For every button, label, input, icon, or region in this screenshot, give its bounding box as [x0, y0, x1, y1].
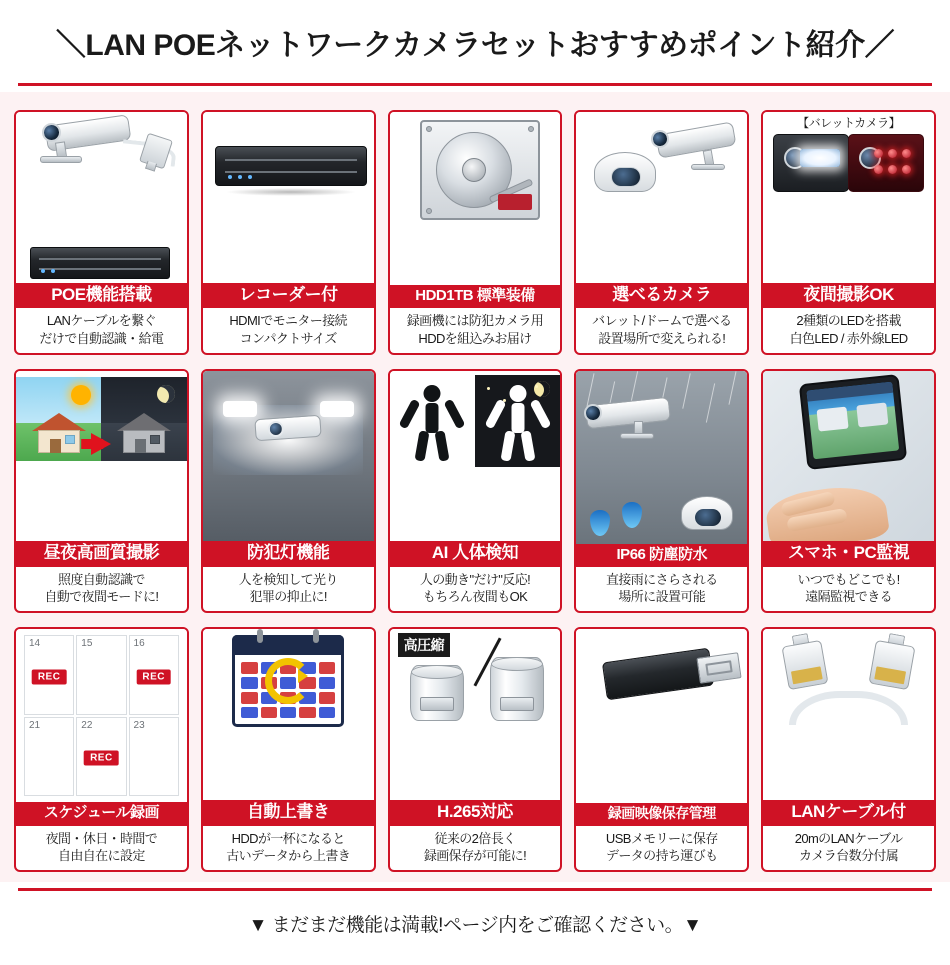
calendar-cell	[24, 717, 74, 796]
card-band-label: 昼夜高画質撮影	[16, 541, 187, 567]
card-description	[576, 308, 747, 352]
security-camera-icon	[255, 414, 322, 441]
page-footer	[0, 882, 950, 965]
white-led-camera-icon	[773, 134, 849, 192]
desc-line-1: バレット/ドームで選べる	[592, 313, 732, 329]
card-band-label: 防犯灯機能	[203, 541, 374, 567]
card-band-label: POE機能搭載	[16, 283, 187, 309]
footer-note: ▼ まだまだ機能は満載!ページ内をご確認ください。▼	[248, 915, 702, 936]
night-card-subtitle: 【バレットカメラ】	[797, 116, 901, 130]
card-band-label: IP66 防塵防水	[576, 544, 747, 568]
desc-line-1: 20mのLANケーブル	[794, 830, 903, 846]
art-smartphone	[763, 371, 934, 542]
schedule-calendar	[24, 635, 179, 796]
feature-card-ip66[interactable]	[574, 369, 749, 614]
feature-card-schedule[interactable]	[14, 627, 189, 872]
desc-line-2: カメラ台数分付属	[798, 847, 899, 863]
calendar-cell	[24, 635, 74, 714]
footer-divider	[18, 888, 932, 891]
usb-plug-icon	[420, 697, 454, 711]
calendar-day-number: 15	[81, 638, 93, 650]
feature-card-h265[interactable]	[388, 627, 563, 872]
compression-label: 高圧縮	[398, 633, 451, 657]
calendar-cell	[76, 717, 126, 796]
desc-line-1: いつでもどこでも!	[797, 572, 900, 588]
recorder-icon	[215, 146, 367, 186]
phone-screen	[807, 381, 900, 459]
usb-memory-icon	[602, 648, 714, 701]
floodlight-right-icon	[320, 401, 354, 417]
desc-line-2: もちろん夜間もOK	[422, 589, 528, 605]
calendar-day-number: 14	[29, 638, 41, 650]
desc-line-2: 設置場所で変えられる!	[598, 330, 726, 346]
feature-card-poe[interactable]	[14, 110, 189, 355]
card-band-label: AI 人体検知	[390, 541, 561, 567]
app-toolbar	[807, 381, 894, 401]
card-description	[576, 567, 747, 611]
art-day-night-house	[16, 371, 187, 542]
art-lan-cable	[763, 629, 934, 800]
feature-card-lancable[interactable]	[761, 627, 936, 872]
card-band-label: LANケーブル付	[763, 800, 934, 826]
desc-line-1: HDDが一杯になると	[231, 830, 345, 846]
card-band-label: H.265対応	[390, 800, 561, 826]
desc-line-2: だけで自動認識・給電	[39, 330, 164, 346]
cycle-arrow-icon	[265, 658, 311, 704]
floodlight-left-icon	[223, 401, 257, 417]
smartphone-icon	[799, 374, 907, 470]
rj45-connector-icon	[782, 640, 829, 690]
desc-line-2: 遠隔監視できる	[805, 589, 892, 605]
dome-camera-lens	[695, 509, 721, 526]
card-description	[203, 826, 374, 870]
feature-card-remote[interactable]	[761, 369, 936, 614]
nighttime-scene	[101, 377, 186, 461]
features-panel	[0, 92, 950, 882]
desc-line-2: データの持ち運びも	[605, 847, 718, 863]
card-description	[16, 567, 187, 611]
feature-card-night[interactable]	[761, 110, 936, 355]
card-description	[763, 567, 934, 611]
card-band-label: 自動上書き	[203, 800, 374, 826]
card-band-label: 夜間撮影OK	[763, 283, 934, 309]
red-arrow-icon	[91, 433, 111, 455]
calendar-day-number: 16	[133, 638, 145, 650]
art-camera-dvr-lan	[16, 112, 187, 283]
desc-line-1: 直接雨にさらされる	[605, 572, 718, 588]
page-title: ＼LAN POEネットワークカメラセットおすすめポイント紹介／	[55, 29, 895, 62]
art-night-leds	[763, 112, 934, 283]
card-description	[763, 308, 934, 352]
card-band-label: 選べるカメラ	[576, 283, 747, 309]
storage-cylinder-small	[490, 657, 544, 721]
desc-line-2: 古いデータから上書き	[226, 847, 351, 863]
page-header	[0, 0, 950, 92]
camera-base-icon	[620, 433, 654, 439]
card-description	[576, 826, 747, 870]
art-rain-camera	[576, 371, 747, 544]
lan-cable-icon	[789, 691, 908, 725]
desc-line-2: HDDを組込みお届け	[418, 330, 532, 346]
usb-connector-icon	[697, 653, 742, 685]
art-security-light	[203, 371, 374, 542]
desc-line-1: 人を検知して光り	[238, 572, 338, 588]
dome-camera-icon	[681, 496, 733, 530]
card-description	[390, 308, 561, 352]
human-figure-icon	[403, 385, 461, 461]
card-description	[16, 308, 187, 352]
feature-card-usb[interactable]	[574, 627, 749, 872]
calendar-day-number: 23	[133, 719, 145, 731]
camera-feed-thumb	[817, 406, 849, 431]
desc-line-1: 従来の2倍長く	[434, 830, 516, 846]
calendar-day-number: 22	[81, 719, 93, 731]
art-hard-disk	[390, 112, 561, 285]
calendar-cell	[129, 635, 179, 714]
features-grid	[14, 110, 936, 872]
card-band-label: スマホ・PC監視	[763, 541, 934, 567]
art-ai-human	[390, 371, 561, 542]
calendar-cell	[129, 717, 179, 796]
hdd-hub	[462, 158, 486, 182]
desc-line-1: LANケーブルを繋ぐ	[46, 313, 156, 329]
desc-line-1: HDMIでモニター接続	[229, 313, 347, 329]
art-calendar-rec	[16, 629, 187, 802]
camera-lens-icon	[268, 421, 284, 437]
card-description	[203, 567, 374, 611]
art-usb-memory	[576, 629, 747, 803]
art-compression	[390, 629, 561, 800]
rec-badge: REC	[32, 669, 67, 684]
desc-line-1: USBメモリーに保存	[605, 830, 718, 846]
art-recorder	[203, 112, 374, 283]
desc-line-1: 録画機には防犯カメラ用	[406, 313, 544, 329]
feature-card-hdd[interactable]	[388, 110, 563, 355]
desc-line-2: 犯罪の抑止に!	[249, 589, 327, 605]
feature-card-overwrite[interactable]	[201, 627, 376, 872]
desc-line-1: 人の動き"だけ"反応!	[419, 572, 531, 588]
ir-led-camera-icon	[848, 134, 924, 192]
desc-line-2: 白色LED / 赤外線LED	[789, 330, 908, 346]
hard-disk-icon	[420, 120, 540, 220]
camera-feed-thumb	[856, 402, 888, 427]
desc-line-1: 照度自動認識で	[57, 572, 145, 588]
moon-icon	[157, 385, 175, 403]
nighttime-detection-scene	[475, 375, 560, 467]
dome-camera-icon	[594, 152, 656, 192]
white-led-icon	[800, 149, 840, 167]
card-band-label: スケジュール録画	[16, 802, 187, 826]
bullet-camera-base	[691, 164, 725, 170]
calendar-icon	[232, 635, 344, 727]
hdd-pcb	[498, 194, 532, 210]
recorder-shadow	[225, 188, 357, 196]
rec-badge: REC	[136, 669, 171, 684]
card-description	[203, 308, 374, 352]
usb-plug-icon	[500, 697, 534, 711]
daytime-detection-scene	[390, 375, 475, 467]
desc-line-1: 夜間・休日・時間で	[45, 830, 158, 846]
card-description	[763, 826, 934, 870]
card-band-label: レコーダー付	[203, 283, 374, 309]
dome-camera-lens	[611, 167, 641, 187]
desc-line-2: 自動で夜間モードに!	[44, 589, 159, 605]
house-icon	[32, 413, 86, 453]
calendar-day-number: 21	[29, 719, 41, 731]
sun-icon	[71, 385, 91, 405]
card-description	[390, 826, 561, 870]
feature-card-daynight[interactable]	[14, 369, 189, 614]
rj45-connector-icon	[868, 640, 915, 690]
feature-card-recorder[interactable]	[201, 110, 376, 355]
desc-line-2: 録画保存が可能に!	[423, 847, 527, 863]
desc-line-2: 自由自在に設定	[57, 847, 145, 863]
rec-badge: REC	[84, 751, 119, 766]
feature-card-ai[interactable]	[388, 369, 563, 614]
feature-card-securitylight[interactable]	[201, 369, 376, 614]
desc-line-2: 場所に設置可能	[618, 589, 706, 605]
card-description	[390, 567, 561, 611]
desc-line-1: 2種類のLEDを搭載	[796, 313, 901, 329]
house-icon-night	[117, 413, 171, 453]
dvr-icon	[30, 247, 170, 279]
art-bullet-dome	[576, 112, 747, 283]
card-description	[16, 826, 187, 870]
art-overwrite-calendar	[203, 629, 374, 800]
camera-base-icon	[40, 156, 82, 163]
human-figure-icon-night	[489, 385, 547, 461]
feature-card-camera-choice[interactable]	[574, 110, 749, 355]
desc-line-2: コンパクトサイズ	[239, 330, 337, 346]
calendar-cell	[76, 635, 126, 714]
header-divider	[18, 83, 932, 86]
storage-cylinder-large	[410, 665, 464, 721]
card-band-label: 録画映像保存管理	[576, 803, 747, 825]
card-band-label: HDD1TB 標準装備	[390, 285, 561, 309]
